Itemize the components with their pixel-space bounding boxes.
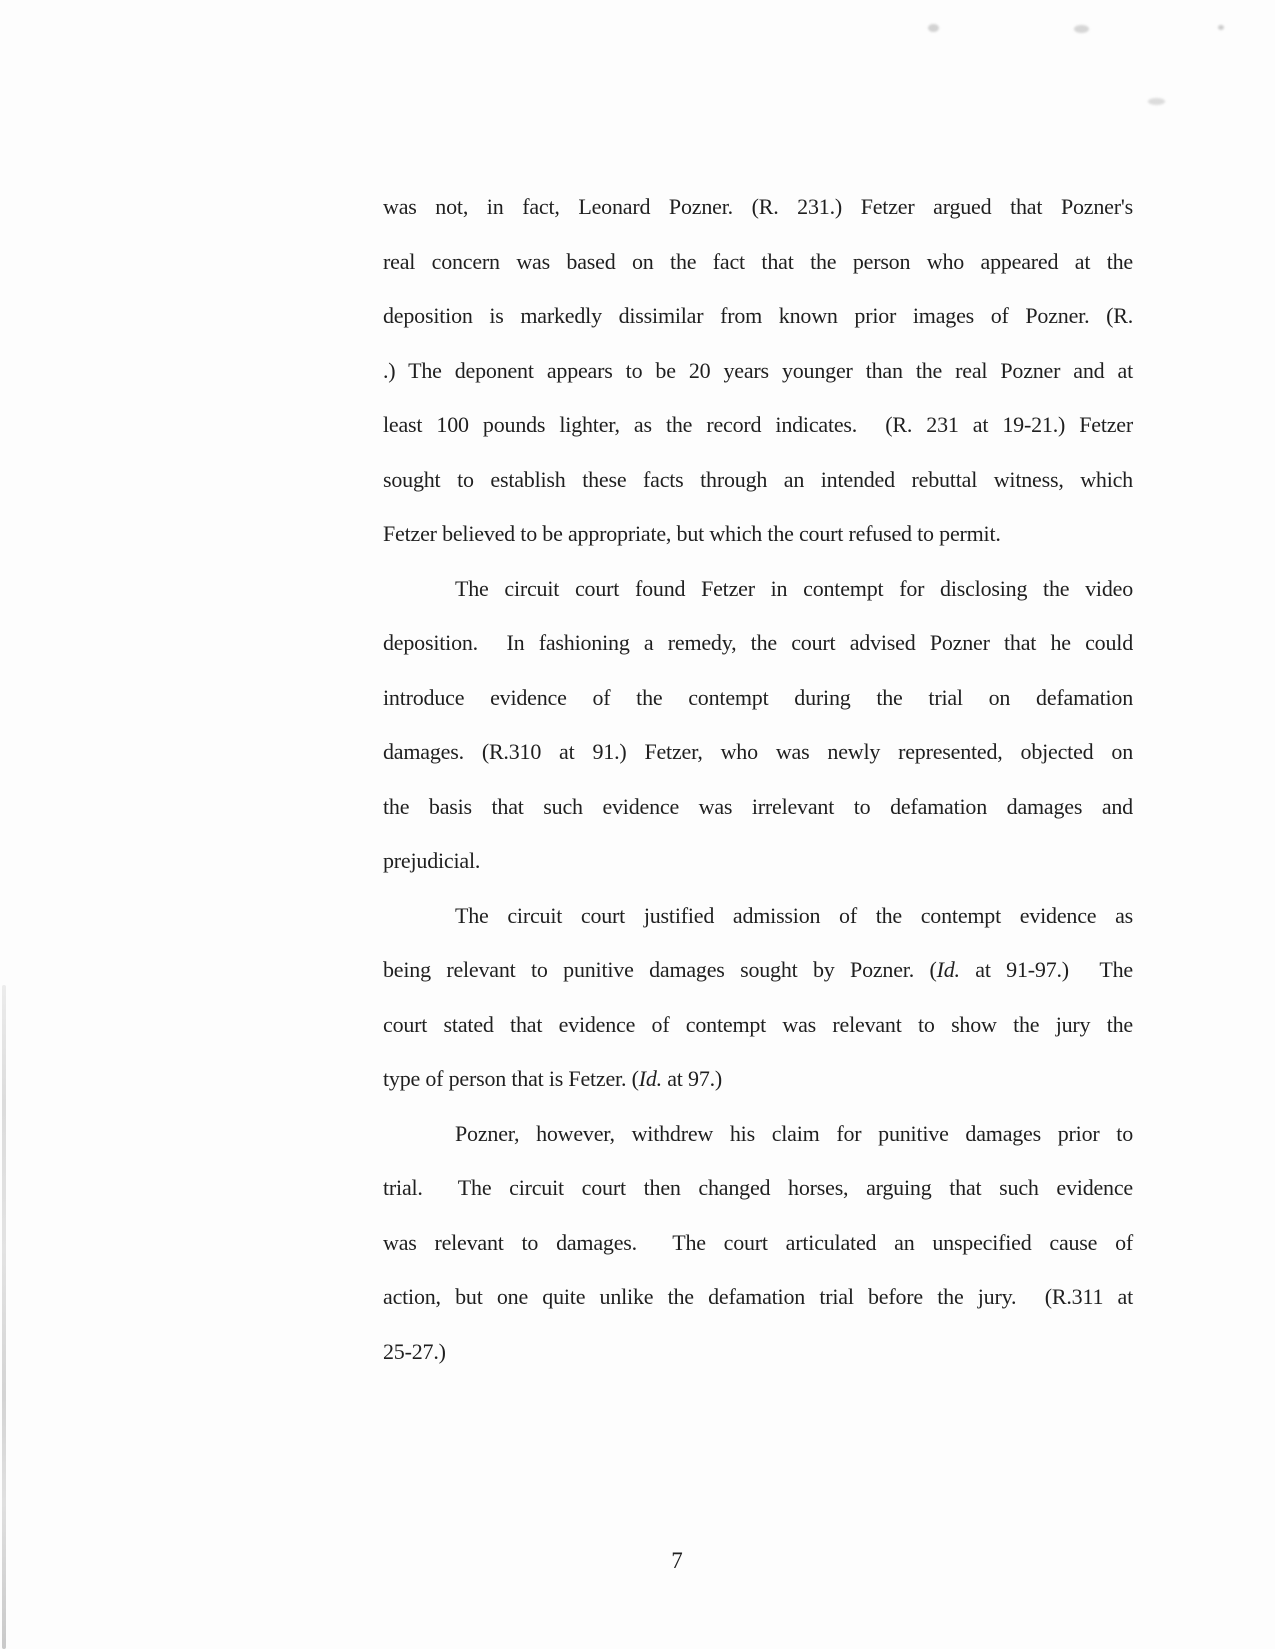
text-line xyxy=(383,1270,1133,1325)
text-segment: 25-27.) xyxy=(383,1338,446,1364)
text-segment: deposition. In fashioning a remedy, the court advised Pozner that he could xyxy=(383,630,1133,655)
text-segment: sought to establish these facts through an intended rebuttal witness, which xyxy=(383,466,1133,492)
text-segment: damages. (R.310 at 91.) Fetzer, who was newly represented, objected on xyxy=(383,739,1133,764)
text-line xyxy=(383,235,1133,290)
text-line xyxy=(383,453,1133,508)
text-line xyxy=(383,998,1133,1053)
text-segment: action, but one quite unlike the defamation trial before the jury. (R.311 at xyxy=(383,1284,1133,1309)
citation-italic: Id. xyxy=(638,1066,662,1091)
text-segment: at 91-97.) The xyxy=(959,957,1133,982)
text-segment: The circuit court found Fetzer in contempt for disclosing the video xyxy=(455,575,1133,601)
text-line xyxy=(383,671,1133,726)
text-segment: the basis that such evidence was irrelevant to defamation damages and xyxy=(383,793,1133,819)
text-line xyxy=(383,398,1133,453)
text-segment: real concern was based on the fact that the person who appeared at the xyxy=(383,248,1133,274)
text-line xyxy=(383,943,1133,998)
scan-smudge xyxy=(1218,25,1224,30)
paragraph-2 xyxy=(383,562,1133,889)
text-segment: Pozner, however, withdrew his claim for punitive damages prior to xyxy=(455,1120,1133,1146)
text-line xyxy=(383,1107,1133,1162)
text-segment: .) The deponent appears to be 20 years younger than the real Pozner and at xyxy=(383,357,1133,383)
text-segment: was relevant to damages. The court articulated an unspecified cause of xyxy=(383,1229,1133,1255)
scan-smudge xyxy=(1148,98,1165,105)
scan-smudge xyxy=(928,24,939,32)
text-line xyxy=(383,780,1133,835)
text-segment: court stated that evidence of contempt was relevant to show the jury the xyxy=(383,1011,1133,1037)
text-line xyxy=(383,344,1133,399)
page-number: 7 xyxy=(671,1548,683,1573)
text-line xyxy=(383,725,1133,780)
paragraph-4 xyxy=(383,1107,1133,1380)
text-line xyxy=(383,616,1133,671)
text-line xyxy=(383,562,1133,617)
text-segment: prejudicial. xyxy=(383,848,481,873)
text-segment: introduce evidence of the contempt during the trial on defamation xyxy=(383,684,1133,710)
text-segment: least 100 pounds lighter, as the record indicates. (R. 231 at 19-21.) Fetzer xyxy=(383,412,1133,437)
text-segment: at 97.) xyxy=(661,1066,723,1091)
text-segment: trial. The circuit court then changed horses, arguing that such evidence xyxy=(383,1175,1133,1200)
text-segment: type of person that is Fetzer. ( xyxy=(383,1066,639,1091)
paragraph-3 xyxy=(383,889,1133,1107)
text-segment: being relevant to punitive damages sought by Pozner. ( xyxy=(383,957,937,982)
document-body xyxy=(383,180,1133,1379)
scan-smudge xyxy=(1074,25,1089,33)
text-line xyxy=(383,834,1133,889)
text-line xyxy=(383,507,1133,562)
text-line xyxy=(383,289,1133,344)
citation-italic: Id. xyxy=(936,957,960,982)
text-segment: Fetzer believed to be appropriate, but which the court refused to permit. xyxy=(383,521,1001,546)
text-line xyxy=(383,180,1133,235)
text-line xyxy=(383,1216,1133,1271)
text-line xyxy=(383,1052,1133,1107)
text-segment: was not, in fact, Leonard Pozner. (R. 231.) Fetzer argued that Pozner's xyxy=(383,194,1133,219)
text-segment: The circuit court justified admission of the contempt evidence as xyxy=(455,902,1133,928)
text-line xyxy=(383,889,1133,944)
paragraph-1 xyxy=(383,180,1133,562)
scan-edge-artifact xyxy=(2,985,6,1649)
text-line xyxy=(383,1325,1133,1380)
text-line xyxy=(383,1161,1133,1216)
text-segment: deposition is markedly dissimilar from known prior images of Pozner. (R. xyxy=(383,303,1133,328)
